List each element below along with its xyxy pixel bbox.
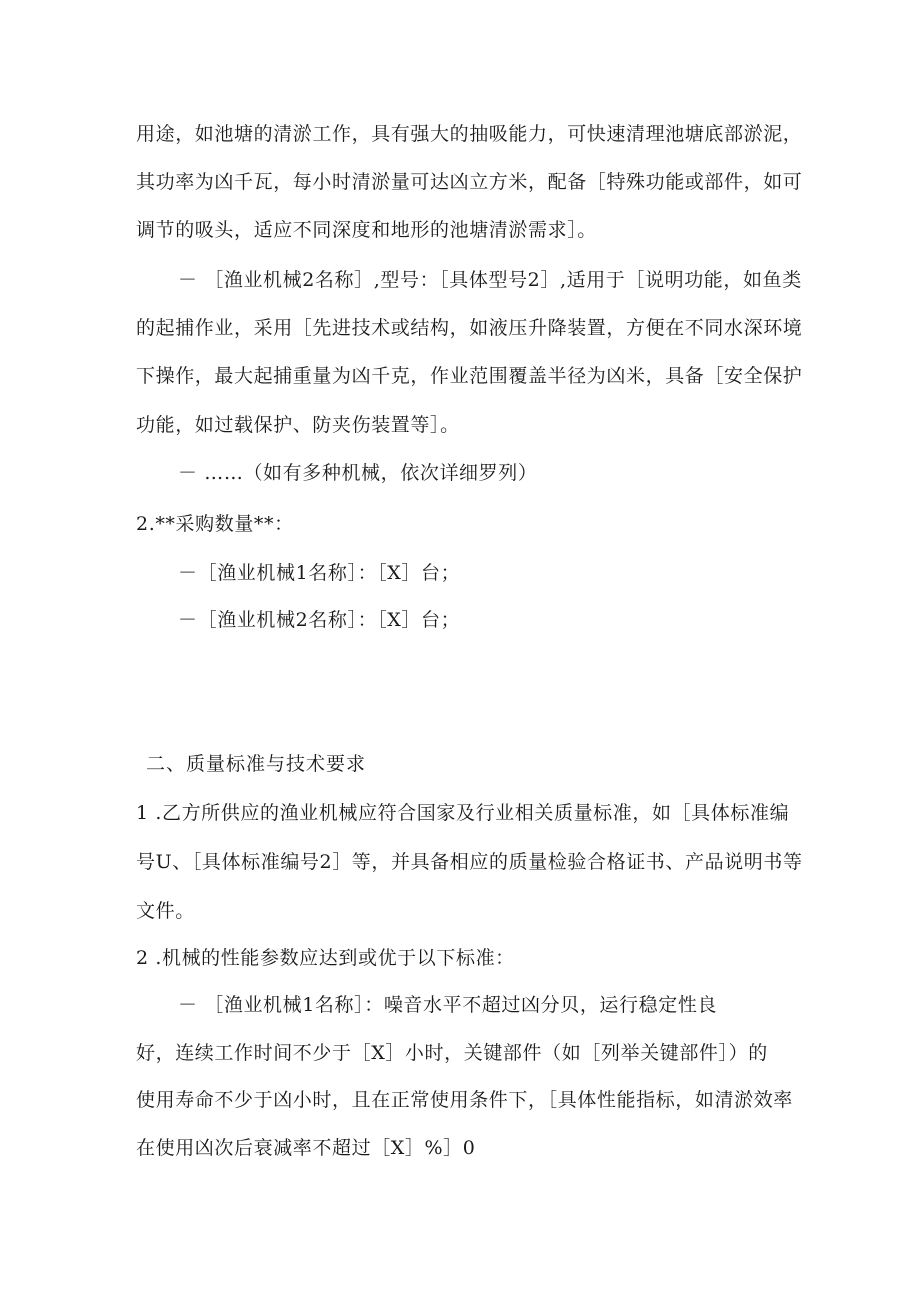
list-item-line: －［渔业机械2名称］：［X］台； — [178, 609, 461, 631]
list-item-line: －［渔业机械1名称］：［X］台； — [178, 562, 461, 584]
paragraph-line: 下操作，最大起捕重量为凶千克，作业范围覆盖半径为凶米，具备［安全保护 — [136, 365, 803, 387]
list-item-line: － ……（如有多种机械，依次详细罗列） — [178, 462, 538, 484]
paragraph-line: 的起捕作业，采用［先进技术或结构，如液压升降装置，方便在不同水深环境 — [136, 317, 803, 339]
paragraph-line: 其功率为凶千瓦，每小时清淤量可达凶立方米，配备［特殊功能或部件，如可 — [136, 171, 803, 193]
numbered-item: 1 .乙方所供应的渔业机械应符合国家及行业相关质量标准，如［具体标准编 — [136, 802, 790, 824]
paragraph-line: 功能，如过载保护、防夹伤装置等］。 — [136, 414, 460, 436]
paragraph-line: 用途，如池塘的清淤工作，具有强大的抽吸能力，可快速清理池塘底部淤泥， — [136, 123, 803, 145]
list-item-line: － ［渔业机械2名称］,型号：［具体型号2］,适用于［说明功能，如鱼类 — [178, 269, 802, 291]
section-heading: 二、质量标准与技术要求 — [146, 753, 367, 775]
numbered-item: 2.**采购数量**： — [136, 513, 294, 535]
paragraph-line: 使用寿命不少于凶小时，且在正常使用条件下，［具体性能指标，如清淤效率 — [136, 1089, 793, 1111]
paragraph-line: 好，连续工作时间不少于［X］小时，关键部件（如［列举关键部件］）的 — [136, 1042, 768, 1064]
paragraph-line: 在使用凶次后衰减率不超过［X］%］0 — [136, 1137, 476, 1159]
paragraph-line: 调节的吸头，适应不同深度和地形的池塘清淤需求］。 — [136, 219, 597, 241]
paragraph-line: 号U、［具体标准编号2］等，并具备相应的质量检验合格证书、产品说明书等 — [136, 851, 803, 873]
list-item-line: － ［渔业机械1名称］：噪音水平不超过凶分贝，运行稳定性良 — [178, 994, 718, 1016]
paragraph-line: 文件。 — [136, 900, 195, 922]
numbered-item: 2 .机械的性能参数应达到或优于以下标准： — [136, 947, 515, 969]
